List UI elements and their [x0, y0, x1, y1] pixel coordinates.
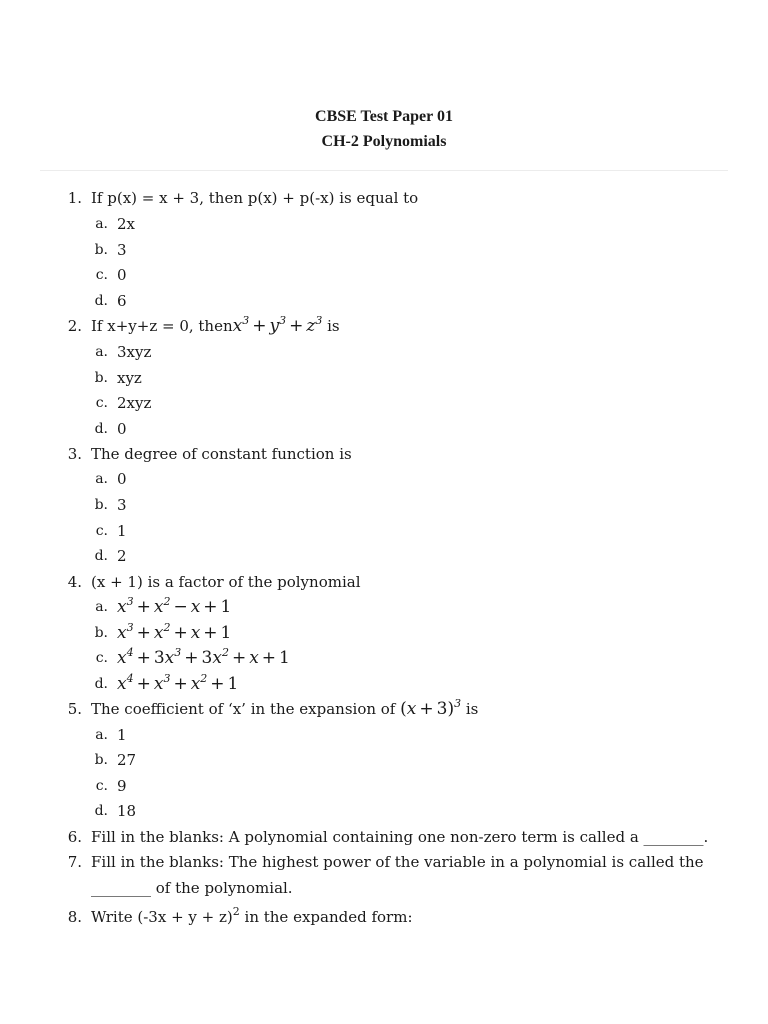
question-text: Fill in the blanks: A polynomial containing one non-zero term is called a ________. [91, 828, 709, 846]
option-label: d. [94, 548, 108, 564]
question-text [91, 907, 413, 927]
question-number: 5. [67, 700, 82, 718]
option-label: a. [95, 599, 108, 615]
option-text: 6 [117, 292, 127, 310]
option-label: b. [94, 497, 108, 513]
option-label: d. [94, 421, 108, 437]
question-text-lead: Write (-3x + y + z) [91, 908, 233, 926]
option-label: b. [94, 625, 108, 641]
option-label: d. [94, 676, 108, 692]
math-expression: $x^3 + x^2 + x + 1$ [117, 621, 232, 643]
option-label: b. [94, 370, 108, 386]
math-expression: $x^4 + 3x^3 + 3x^2 + x + 1$ [117, 646, 290, 668]
option-label: d. [94, 293, 108, 309]
option-label: c. [95, 650, 108, 666]
question-text-line-2: ________ of the polynomial. [91, 879, 293, 897]
question-text [91, 316, 340, 336]
option-text: 27 [117, 751, 137, 769]
option-text: 2x [117, 215, 136, 233]
question-number: 8. [67, 908, 82, 926]
option-text: 0 [117, 266, 127, 284]
math-expression: $x^4 + x^3 + x^2 + 1$ [117, 672, 239, 694]
option-label: b. [94, 242, 108, 258]
option-text: 3 [117, 241, 127, 259]
option-text: 0 [117, 420, 127, 438]
option-label: c. [95, 395, 108, 411]
question-number: 7. [67, 853, 82, 871]
question-number: 3. [67, 445, 82, 463]
math-expression: $x^3 + x^2 - x + 1$ [117, 595, 232, 617]
option-label: a. [95, 216, 108, 232]
option-text: xyz [117, 369, 142, 387]
option-label: a. [95, 344, 108, 360]
option-label: a. [95, 727, 108, 743]
question-text-lead: If x+y+z = 0, then [91, 317, 233, 335]
option-text: 3 [117, 496, 127, 514]
question-text-tail: in the expanded form: [239, 908, 413, 926]
option-text: 1 [117, 726, 127, 744]
question-number: 6. [67, 828, 82, 846]
question-text: (x + 1) is a factor of the polynomial [91, 573, 361, 591]
option-text: 0 [117, 470, 127, 488]
question-text-line-1: Fill in the blanks: The highest power of the variable in a polynomial is called the [91, 853, 704, 871]
option-text: 1 [117, 522, 127, 540]
header-divider [40, 170, 728, 171]
option-label: c. [95, 523, 108, 539]
math-expression: $x^3 + y^3 + z^3$ [232, 314, 323, 336]
question-text-tail: is [327, 317, 340, 335]
paper-title: CBSE Test Paper 01 [315, 108, 453, 125]
option-label: d. [94, 803, 108, 819]
chapter-title: CH-2 Polynomials [321, 133, 447, 150]
option-text: 18 [117, 802, 137, 820]
question-text: The degree of constant function is [91, 445, 352, 463]
option-label: c. [95, 778, 108, 794]
option-label: a. [95, 471, 108, 487]
question-text [91, 699, 478, 719]
exponent: 2 [232, 905, 240, 918]
question-number: 4. [67, 573, 82, 591]
question-text-tail: is [465, 700, 479, 718]
question-number: 1. [67, 189, 82, 207]
question-number: 2. [67, 317, 82, 335]
question-text-lead: The coefficient of ‘x’ in the expansion of [91, 700, 396, 718]
question-text: If p(x) = x + 3, then p(x) + p(-x) is equal to [91, 189, 419, 207]
option-text: 9 [117, 777, 127, 795]
option-label: c. [95, 267, 108, 283]
option-text: 2 [117, 547, 127, 565]
option-label: b. [94, 752, 108, 768]
option-text: 2xyz [117, 394, 152, 412]
option-text: 3xyz [117, 343, 152, 361]
math-expression: $(x + 3)^3$ [400, 697, 462, 719]
